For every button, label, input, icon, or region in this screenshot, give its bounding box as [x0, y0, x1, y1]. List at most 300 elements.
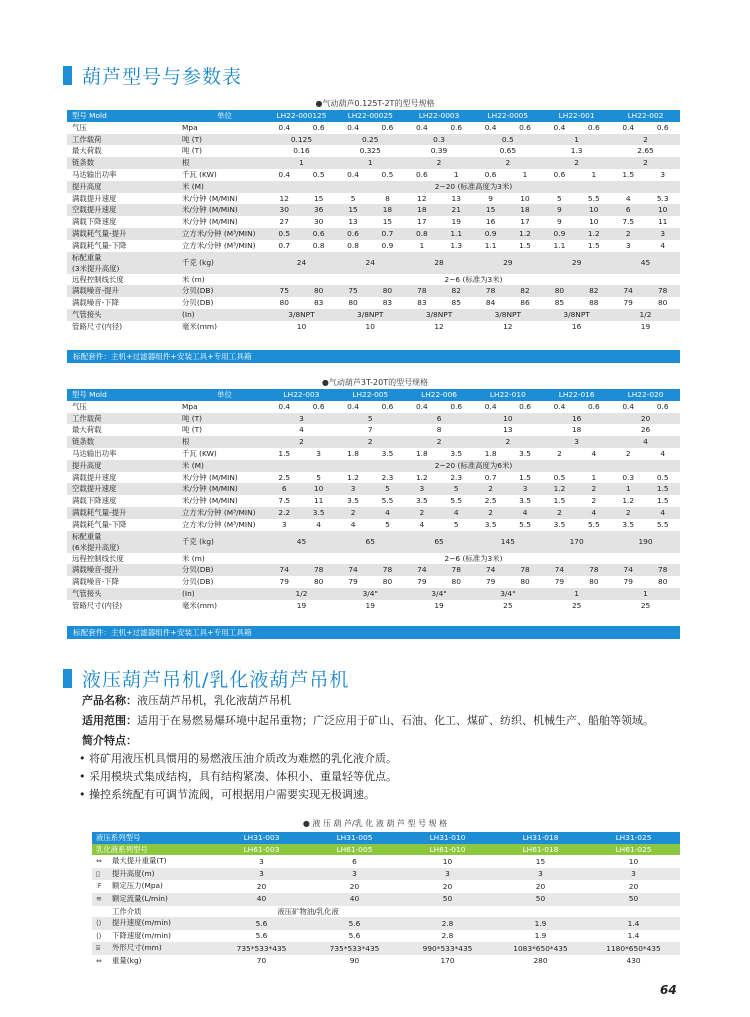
spec-icon: ▯: [96, 869, 100, 878]
table-cell: 5: [439, 519, 473, 531]
table-cell: 0.4: [267, 169, 301, 181]
table-cell: 1: [267, 157, 336, 169]
table-cell: 3.5: [508, 495, 542, 507]
table-cell: 4: [645, 507, 680, 519]
table-cell: 3: [645, 228, 680, 240]
table-cell: 735*533*435: [215, 942, 308, 955]
table-cell: 1.8: [405, 448, 439, 460]
table-cell: 4: [577, 507, 611, 519]
table-row: [67, 472, 680, 484]
table-cell: 36: [301, 204, 335, 216]
table-cell: 根: [172, 157, 267, 169]
table-cell: 18: [508, 204, 542, 216]
table-cell: 2.3: [370, 472, 404, 484]
table-cell: 3.5: [370, 448, 404, 460]
table-cell: 1.5: [267, 448, 301, 460]
table-cell: 分贝(DB): [172, 297, 267, 309]
table3-caption: ● 液 压 葫 芦/乳 化 液 葫 芦 型 号 规 格: [302, 819, 448, 828]
table-cell: 3/4": [473, 588, 542, 600]
table-cell: 工作介质: [92, 906, 215, 918]
table-cell: 2: [473, 436, 542, 448]
table-cell: 78: [301, 564, 335, 576]
table-row: [67, 588, 680, 600]
table-cell: 0.39: [405, 145, 474, 157]
table-cell: 1: [439, 169, 473, 181]
table-cell: 0.6: [542, 169, 576, 181]
table-cell: 0.6: [370, 122, 404, 134]
table-cell: 0.4: [611, 401, 645, 413]
table-cell: 0.4: [267, 122, 301, 134]
table-cell: 1.3: [439, 240, 473, 252]
table-cell: 12: [473, 321, 542, 333]
table-cell: 2: [577, 495, 611, 507]
table-cell: 0.9: [370, 240, 404, 252]
table-cell: 80: [645, 297, 680, 309]
table-cell: 3/8NPT: [405, 309, 474, 321]
table-cell: 0.9: [542, 228, 576, 240]
table-cell: 80: [336, 297, 370, 309]
table-header-row: [67, 110, 680, 122]
table-cell: 型号 Mold: [67, 389, 172, 401]
table-cell: Mpa: [172, 122, 267, 134]
table-cell: 0.6: [645, 122, 680, 134]
table-cell: LH31-018: [494, 832, 587, 844]
table-cell: 毫米(mm): [172, 600, 267, 612]
table-cell: 1.5: [645, 483, 680, 495]
table-cell: 气管接头: [67, 588, 172, 600]
table-cell: 3: [587, 868, 680, 881]
table-cell: 千克 (kg): [172, 531, 267, 553]
table-cell: 0.6: [405, 169, 439, 181]
table-cell: 30: [301, 216, 335, 228]
table-cell: 20: [494, 880, 587, 893]
table-cell: 1: [336, 157, 405, 169]
table-row: [67, 564, 680, 576]
table-cell: 80: [645, 576, 680, 588]
table-cell: 0.25: [336, 134, 405, 146]
table-cell: 1.1: [473, 240, 507, 252]
table-row: [67, 531, 680, 553]
table-cell: 1.9: [494, 930, 587, 943]
table-cell: ≋ 额定流量(L/min): [92, 893, 215, 906]
table-cell: 10: [577, 216, 611, 228]
table-cell: 78: [645, 285, 680, 297]
table-cell: 80: [439, 576, 473, 588]
table-cell: 5: [439, 483, 473, 495]
table-cell: 0.6: [439, 401, 473, 413]
table-cell: 0.4: [405, 401, 439, 413]
table-cell: 最大荷载: [67, 145, 172, 157]
table-cell: (In): [172, 309, 267, 321]
table-cell: 米/分钟 (M/MIN): [172, 204, 267, 216]
table-cell: 1/2: [267, 588, 336, 600]
table-cell: 17: [508, 216, 542, 228]
spec-icon: ≋: [96, 894, 102, 903]
table-cell: LH22-000125: [267, 110, 336, 122]
table-cell: 85: [542, 297, 576, 309]
table-cell: 满载耗气量-下降: [67, 519, 172, 531]
table-cell: 0.5: [301, 169, 335, 181]
table-cell: 4: [577, 448, 611, 460]
table-cell: 2: [267, 436, 336, 448]
table-cell: 80: [508, 576, 542, 588]
table-cell: 5.3: [645, 193, 680, 205]
table-row: [67, 181, 680, 193]
table-cell: 4: [645, 448, 680, 460]
table-cell: 3/4": [405, 588, 474, 600]
table-cell: 满载噪音-下降: [67, 297, 172, 309]
table-cell: 80: [267, 297, 301, 309]
table-cell: 12: [405, 193, 439, 205]
table-cell: 3: [494, 868, 587, 881]
table-cell: 3.5: [508, 448, 542, 460]
table-cell: 50: [587, 893, 680, 906]
table-cell: 0.6: [370, 401, 404, 413]
table-cell: 0.6: [301, 228, 335, 240]
table-cell: 2: [473, 507, 507, 519]
table-cell: 45: [267, 531, 336, 553]
table-row: [67, 436, 680, 448]
table-cell: 2: [611, 228, 645, 240]
table-cell: 1.2: [577, 228, 611, 240]
table-cell: 1.2: [336, 472, 370, 484]
table-cell: 79: [336, 576, 370, 588]
table-cell: 2: [577, 483, 611, 495]
table-cell: 0.8: [336, 240, 370, 252]
table-cell: 0.6: [336, 228, 370, 240]
table-cell: 0.6: [577, 122, 611, 134]
table-cell: ▯ 提升高度(m): [92, 868, 215, 881]
table-cell: 82: [439, 285, 473, 297]
table-cell: 50: [494, 893, 587, 906]
spec-icon: ⇔: [96, 857, 102, 866]
table-cell: 型号 Mold: [67, 110, 172, 122]
table-cell: 70: [215, 955, 308, 968]
table-cell: 18: [542, 424, 611, 436]
table-cell: 工作载荷: [67, 134, 172, 146]
table-cell: 链条数: [67, 436, 172, 448]
table-cell: LH22-0005: [473, 110, 542, 122]
table-cell: 吨 (T): [172, 424, 267, 436]
table-cell: 0.7: [267, 240, 301, 252]
table-cell: 0.4: [405, 122, 439, 134]
table-cell: 30: [267, 204, 301, 216]
table-cell: 0.16: [267, 145, 336, 157]
feature-item: • 操控系统配有可调节流阀，可根据用户需要实现无极调速。: [79, 788, 375, 801]
table-cell: 1.5: [645, 495, 680, 507]
table-cell: 满载噪音-提升: [67, 285, 172, 297]
table-cell: 3/4": [336, 588, 405, 600]
table-cell: 标配重量 (3米提升高度): [67, 252, 172, 274]
table-cell: 0.6: [577, 401, 611, 413]
table-cell: 0.6: [473, 169, 507, 181]
table-cell: 2.8: [401, 930, 494, 943]
table-cell: 0.7: [473, 472, 507, 484]
table-row: [67, 553, 680, 565]
table-cell: 15: [301, 193, 335, 205]
table-cell: 24: [336, 252, 405, 274]
table-cell: 20: [308, 880, 401, 893]
table-cell: 78: [577, 564, 611, 576]
table-cell: 19: [336, 600, 405, 612]
table-cell: 7.5: [611, 216, 645, 228]
table-cell: 1: [542, 134, 611, 146]
hydraulic-hoist-table: [92, 832, 680, 968]
table-cell: LH22-003: [267, 389, 336, 401]
table-cell: LH22-005: [336, 389, 405, 401]
table-cell: 2: [405, 507, 439, 519]
table-cell: 2~6 (标准为3米): [267, 553, 680, 565]
table-cell: 5.5: [577, 193, 611, 205]
table-cell: 液压系列型号: [92, 832, 215, 844]
table-row: [67, 600, 680, 612]
table-cell: 米 (M): [172, 181, 267, 193]
table-cell: 75: [267, 285, 301, 297]
table-cell: (In): [172, 588, 267, 600]
table-cell: 430: [587, 955, 680, 968]
table-cell: 4: [301, 519, 335, 531]
table-cell: LH31-005: [308, 832, 401, 844]
table-cell: 2: [473, 157, 542, 169]
table-cell: 25: [473, 600, 542, 612]
table-cell: 0.4: [542, 122, 576, 134]
table-cell: 3: [308, 868, 401, 881]
table-cell: 5.5: [577, 519, 611, 531]
table-cell: 5: [370, 483, 404, 495]
product-name: 产品名称：液压葫芦吊机，乳化液葫芦吊机: [82, 694, 291, 707]
table-cell: 千瓦 (KW): [172, 448, 267, 460]
table-row: [67, 240, 680, 252]
table-row: [67, 460, 680, 472]
table-cell: 2: [473, 483, 507, 495]
table-cell: 16: [542, 413, 611, 425]
table-cell: 0.8: [405, 228, 439, 240]
table-cell: 29: [473, 252, 542, 274]
table-row: [67, 413, 680, 425]
table-cell: 4: [645, 240, 680, 252]
table2-footer: 标配套件：主机+过滤器组件+安装工具+专用工具箱: [67, 626, 680, 639]
table-cell: 19: [405, 600, 474, 612]
table-cell: 20: [215, 880, 308, 893]
table-cell: 10: [508, 193, 542, 205]
table-cell: 1.1: [439, 228, 473, 240]
table-row: [67, 228, 680, 240]
table-cell: 满载噪音-提升: [67, 564, 172, 576]
table-cell: LH22-016: [542, 389, 611, 401]
table-cell: 5: [301, 472, 335, 484]
table-cell: 0.4: [336, 401, 370, 413]
table-cell: 0.4: [611, 122, 645, 134]
table-cell: 40: [308, 893, 401, 906]
table-cell: 1.8: [473, 448, 507, 460]
table-cell: 24: [267, 252, 336, 274]
table-cell: 3.5: [542, 519, 576, 531]
table-cell: 管路尺寸(内径): [67, 600, 172, 612]
table-cell: 气管接头: [67, 309, 172, 321]
table-cell: 5: [542, 193, 576, 205]
table-row: [67, 157, 680, 169]
table-cell: 2~6 (标准为3米): [267, 274, 680, 286]
table-cell: 0.6: [508, 122, 542, 134]
table-cell: 1.2: [405, 472, 439, 484]
table-cell: 74: [542, 564, 576, 576]
table-cell: 10: [473, 413, 542, 425]
table-cell: 990*533*435: [401, 942, 494, 955]
table-cell: 7.5: [267, 495, 301, 507]
table-row: [67, 252, 680, 274]
table-cell: 2: [611, 507, 645, 519]
table-cell: 75: [336, 285, 370, 297]
table-cell: 79: [267, 576, 301, 588]
table-row: [67, 483, 680, 495]
table-cell: 80: [370, 285, 404, 297]
table-cell: 0.65: [473, 145, 542, 157]
table-cell: 1.2: [508, 228, 542, 240]
table-cell: 3: [611, 240, 645, 252]
table-cell: 79: [611, 297, 645, 309]
table-cell: 13: [439, 193, 473, 205]
table2-caption: ●气动葫芦3T-20T的型号规格: [321, 378, 429, 387]
table-cell: 6: [611, 204, 645, 216]
table-cell: 满载提升速度: [67, 193, 172, 205]
table-cell: LH61-005: [308, 844, 401, 856]
table-cell: 82: [508, 285, 542, 297]
table-cell: 88: [577, 297, 611, 309]
table-cell: 马达输出功率: [67, 169, 172, 181]
pneumatic-hoist-table-small: [67, 110, 680, 333]
table-cell: 19: [267, 600, 336, 612]
table-cell: 远程控制线长度: [67, 553, 172, 565]
table-row: [67, 285, 680, 297]
table-cell: 20: [401, 880, 494, 893]
table-row: [92, 880, 680, 893]
table-cell: 12: [267, 193, 301, 205]
table-cell: 10: [401, 855, 494, 868]
table-cell: 78: [473, 285, 507, 297]
table-row: [67, 507, 680, 519]
table-cell: 1.5: [577, 240, 611, 252]
table-cell: 0.7: [370, 228, 404, 240]
spec-icon: ⟨⟩: [96, 931, 102, 940]
table-cell: 0.325: [336, 145, 405, 157]
table-cell: 3.5: [473, 519, 507, 531]
table-cell: 0.4: [542, 401, 576, 413]
table-cell: 1.5: [542, 495, 576, 507]
table-row: [67, 274, 680, 286]
table-cell: 74: [611, 285, 645, 297]
table-cell: 1: [611, 483, 645, 495]
table-cell: 2: [405, 436, 474, 448]
table-cell: 9: [542, 216, 576, 228]
table-cell: 10: [577, 204, 611, 216]
table-cell: 15: [494, 855, 587, 868]
table-cell: ⟨⟩ 提升速度(m/min): [92, 917, 215, 930]
section-title-hydraulic-hoist: [63, 665, 349, 692]
table-cell: 1.3: [542, 145, 611, 157]
table-cell: 5.5: [508, 519, 542, 531]
table-cell: 2.65: [611, 145, 680, 157]
table-cell: 吨 (T): [172, 134, 267, 146]
table-header-row: [67, 389, 680, 401]
table-cell: 2: [542, 448, 576, 460]
spec-icon: ⟨⟩: [96, 919, 102, 928]
table-cell: 10: [267, 321, 336, 333]
table-cell: 65: [336, 531, 405, 553]
table-cell: 2: [611, 134, 680, 146]
table-cell: 2.2: [267, 507, 301, 519]
table-cell: 3: [401, 868, 494, 881]
pneumatic-hoist-table-large: [67, 389, 680, 612]
table-cell: 83: [370, 297, 404, 309]
table-cell: 90: [308, 955, 401, 968]
table-cell: 74: [473, 564, 507, 576]
table-cell: LH61-018: [494, 844, 587, 856]
table-cell: 0.4: [336, 169, 370, 181]
table-cell: 10: [587, 855, 680, 868]
table-cell: 5.5: [439, 495, 473, 507]
table-cell: 链条数: [67, 157, 172, 169]
table-cell: 2: [542, 507, 576, 519]
table-cell: 满载下降速度: [67, 495, 172, 507]
table-cell: 5: [336, 413, 405, 425]
table-cell: LH61-010: [401, 844, 494, 856]
table-cell: 千瓦 (KW): [172, 169, 267, 181]
table-cell: 74: [336, 564, 370, 576]
table-cell: 1: [577, 472, 611, 484]
table-cell: 米/分钟 (M/MIN): [172, 193, 267, 205]
table-cell: 3/8NPT: [542, 309, 611, 321]
table-cell: 1083*650*435: [494, 942, 587, 955]
table-row: [92, 917, 680, 930]
table-row: [67, 297, 680, 309]
table-cell: 提升高度: [67, 460, 172, 472]
table-cell: 0.5: [542, 472, 576, 484]
table-cell: 2: [405, 157, 474, 169]
table-cell: 1.4: [587, 930, 680, 943]
table-cell: LH61-025: [587, 844, 680, 856]
table-cell: 50: [401, 893, 494, 906]
table-cell: 1.5: [611, 169, 645, 181]
table-cell: 79: [405, 576, 439, 588]
table-cell: 最大荷载: [67, 424, 172, 436]
table-cell: 4: [267, 424, 336, 436]
table-cell: 15: [370, 216, 404, 228]
table-cell: 0.5: [645, 472, 680, 484]
table-cell: 1180*650*435: [587, 942, 680, 955]
table-cell: 满载耗气量-提升: [67, 228, 172, 240]
table-row: [67, 169, 680, 181]
table-header-row: [92, 832, 680, 844]
table-cell: ⌸ 外形尺寸(mm): [92, 942, 215, 955]
table-cell: ⫶F 额定压力(Mpa): [92, 880, 215, 893]
table-cell: 79: [542, 576, 576, 588]
table-cell: 1: [542, 588, 611, 600]
table-cell: ⟨⟩ 下降速度(m/min): [92, 930, 215, 943]
table-cell: 根: [172, 436, 267, 448]
table-cell: 0.6: [301, 122, 335, 134]
table-cell: 1.9: [494, 917, 587, 930]
table-cell: 2~20 (标准高度为3米): [267, 181, 680, 193]
table-cell: 气压: [67, 122, 172, 134]
table-cell: 4: [370, 507, 404, 519]
table-cell: 145: [473, 531, 542, 553]
table-cell: 立方米/分钟 (M³/MIN): [172, 507, 267, 519]
table-cell: 190: [611, 531, 680, 553]
table-cell: LH31-010: [401, 832, 494, 844]
table-cell: 米/分钟 (M/MIN): [172, 472, 267, 484]
title-bar-marker: [63, 669, 72, 688]
product-scope: 适用范围：适用于在易燃易爆环境中起吊重物；广泛应用于矿山、石油、化工、煤矿、纺织、机械生产、船舶等领域。: [82, 714, 654, 727]
